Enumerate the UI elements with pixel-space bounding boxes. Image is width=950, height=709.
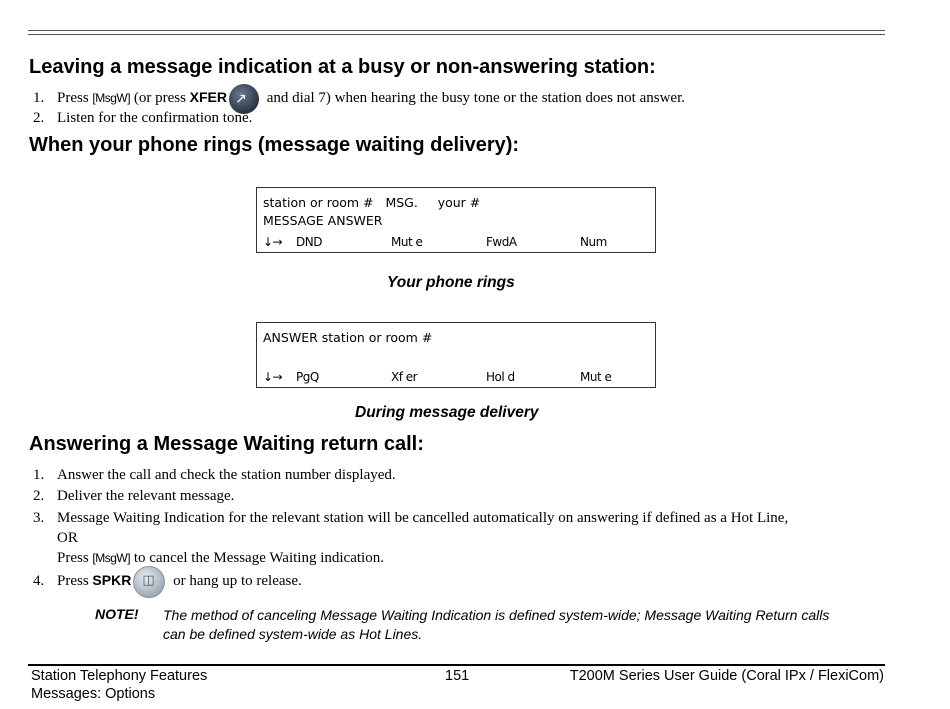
footer-rule <box>28 664 885 666</box>
softkey-fwda: FwdA <box>486 235 517 249</box>
answering-step-3-press: Press [MsgW] to cancel the Message Waiting indication. <box>57 550 384 566</box>
header-rule-top <box>28 30 885 31</box>
header-rule-bottom <box>28 34 885 35</box>
display-line-1: station or room # MSG. your # <box>263 195 481 210</box>
softkey-xfer: Xf er <box>391 370 418 384</box>
answering-step-2: 2. Deliver the relevant message. <box>33 488 235 504</box>
display-line-2: MESSAGE ANSWER <box>263 213 383 228</box>
softkey-num: Num <box>580 235 607 249</box>
phone-display-ringing <box>256 187 656 253</box>
footer-section: Station Telephony Features <box>31 668 208 684</box>
caption-message-delivery: During message delivery <box>355 404 539 421</box>
answering-step-4: 4. Press SPKR ◫ or hang up to release. <box>33 571 302 590</box>
section-title-leaving: Leaving a message indication at a busy or non-answering station: <box>29 56 656 78</box>
answering-step-3: 3. Message Waiting Indication for the relevant station will be cancelled automatically on answering if defined as a Hot Line, <box>33 510 789 526</box>
page-number: 151 <box>445 668 470 684</box>
display-line-1: ANSWER station or room # <box>263 330 433 345</box>
answering-step-3-or: OR <box>57 530 78 546</box>
transfer-icon: ↗ <box>229 84 259 114</box>
spkr-button-label: SPKR <box>92 572 132 588</box>
msgw-key: [MsgW] <box>92 551 131 565</box>
softkey-hold: Hol d <box>486 370 515 384</box>
section-title-answering: Answering a Message Waiting return call: <box>29 433 424 455</box>
leaving-step-1: 1. Press [MsgW] (or press XFER ↗ and dial 7) when hearing the busy tone or the station does not answer. <box>33 88 685 107</box>
msgw-key: [MsgW] <box>92 91 131 105</box>
phone-display-delivery <box>256 322 656 388</box>
softkey-dnd: DND <box>296 235 322 249</box>
softkey-mute: Mut e <box>580 370 612 384</box>
softkey-mute: Mut e <box>391 235 423 249</box>
caption-phone-rings: Your phone rings <box>387 274 515 291</box>
leaving-step-2: 2. Listen for the confirmation tone. <box>33 110 253 126</box>
scroll-arrows-icon: ↓→ <box>263 370 283 384</box>
speaker-icon: ◫ <box>133 566 165 598</box>
answering-step-1: 1. Answer the call and check the station number displayed. <box>33 467 396 483</box>
note-text: The method of canceling Message Waiting Indication is defined system-wide; Message Waiting Return calls can be defined system-wide as Hot Lines. <box>163 607 830 642</box>
xfer-button-label: XFER <box>189 89 228 105</box>
footer-subsection: Messages: Options <box>31 686 156 702</box>
note-label: NOTE! <box>95 606 139 622</box>
softkey-pgq: PgQ <box>296 370 319 384</box>
footer-document-title: T200M Series User Guide (Coral IPx / FlexiCom) <box>569 668 884 684</box>
section-title-rings: When your phone rings (message waiting delivery): <box>29 134 520 156</box>
scroll-arrows-icon: ↓→ <box>263 235 283 249</box>
